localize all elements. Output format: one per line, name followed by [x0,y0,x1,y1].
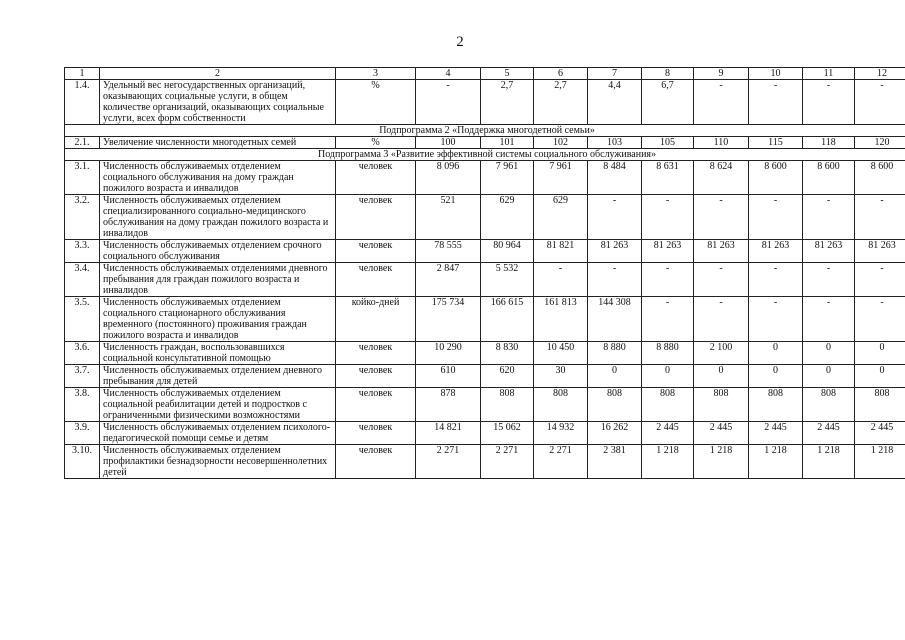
indicator-value: 2 271 [481,445,534,479]
indicator-value: - [855,297,905,342]
indicator-value: 1 218 [855,445,905,479]
row-number: 3.1. [65,161,100,195]
row-number: 3.6. [65,342,100,365]
indicator-value: 103 [588,137,642,149]
indicator-value: 8 600 [803,161,855,195]
table-row [65,422,905,445]
indicator-value: - [855,80,905,125]
column-number-cell: 7 [588,68,642,80]
indicator-value: 81 263 [855,240,905,263]
indicator-value: 0 [855,342,905,365]
indicator-value: - [749,195,803,240]
indicator-value: 14 932 [534,422,588,445]
indicator-value: 81 263 [588,240,642,263]
indicator-value: 808 [481,388,534,422]
indicator-description: Численность обслуживаемых отделением дневного пребывания для детей [100,365,336,388]
indicator-value: 808 [855,388,905,422]
unit-of-measure: человек [336,422,416,445]
column-number-cell: 3 [336,68,416,80]
indicator-value: 10 450 [534,342,588,365]
indicator-value: - [588,263,642,297]
column-number-cell: 11 [803,68,855,80]
subprogram-heading: Подпрограмма 3 «Развитие эффективной системы социального обслуживания» [65,149,905,161]
indicator-value: - [642,263,694,297]
column-number-cell: 6 [534,68,588,80]
indicator-value: 105 [642,137,694,149]
indicator-value: 0 [642,365,694,388]
indicator-value: - [749,297,803,342]
indicator-value: - [803,297,855,342]
indicator-value: - [416,80,481,125]
indicator-description: Численность обслуживаемых отделением социальной реабилитации детей и подростков с ограниченными физическими возможностями [100,388,336,422]
indicator-value: 1 218 [803,445,855,479]
unit-of-measure: человек [336,342,416,365]
indicator-value: - [642,195,694,240]
unit-of-measure: койко-дней [336,297,416,342]
indicator-value: - [694,80,749,125]
page-number: 2 [456,34,464,50]
subprogram-heading: Подпрограмма 2 «Поддержка многодетной семьи» [65,125,905,137]
row-number: 3.5. [65,297,100,342]
unit-of-measure: человек [336,263,416,297]
indicator-value: - [694,195,749,240]
indicator-value: 175 734 [416,297,481,342]
row-number: 3.10. [65,445,100,479]
column-number-cell: 1 [65,68,100,80]
indicator-description: Численность обслуживаемых отделениями дневного пребывания для граждан пожилого возраста и инвалидов [100,263,336,297]
indicator-value: 8 631 [642,161,694,195]
table-row [65,195,905,240]
indicator-value: 102 [534,137,588,149]
indicator-value: - [749,263,803,297]
unit-of-measure: % [336,137,416,149]
indicator-value: - [534,263,588,297]
indicator-description: Численность обслуживаемых отделением психолого-педагогической помощи семье и детям [100,422,336,445]
indicator-value: 15 062 [481,422,534,445]
indicator-value: 2 445 [694,422,749,445]
table-row [65,297,905,342]
indicator-value: 2,7 [481,80,534,125]
indicator-description: Численность обслуживаемых отделением специализированного социально-медицинского обслуживания на дому граждан пожилого возраста и инвалидов [100,195,336,240]
indicator-description: Численность обслуживаемых отделением срочного социального обслуживания [100,240,336,263]
indicator-value: 161 813 [534,297,588,342]
indicator-value: 7 961 [534,161,588,195]
indicator-value: - [694,297,749,342]
table-row [65,263,905,297]
indicator-value: 101 [481,137,534,149]
indicator-description: Численность граждан, воспользовавшихся социальной консультативной помощью [100,342,336,365]
indicator-value: 81 263 [749,240,803,263]
indicator-value: 115 [749,137,803,149]
unit-of-measure: человек [336,365,416,388]
indicator-value: 81 263 [642,240,694,263]
indicator-value: 1 218 [749,445,803,479]
indicator-value: - [803,263,855,297]
indicator-value: 100 [416,137,481,149]
indicator-value: 0 [749,365,803,388]
unit-of-measure: человек [336,240,416,263]
indicator-value: - [855,195,905,240]
indicator-value: 2 271 [534,445,588,479]
column-number-cell: 4 [416,68,481,80]
indicator-value: 81 263 [803,240,855,263]
indicator-value: 144 308 [588,297,642,342]
indicator-value: - [588,195,642,240]
table-row [65,161,905,195]
indicator-value: 2 271 [416,445,481,479]
indicator-description: Численность обслуживаемых отделением профилактики безнадзорности несовершеннолетних детей [100,445,336,479]
indicator-value: 2,7 [534,80,588,125]
subprogram-heading-row [65,149,905,161]
indicator-value: 78 555 [416,240,481,263]
indicator-value: 2 445 [642,422,694,445]
table-row [65,365,905,388]
indicator-value: 8 096 [416,161,481,195]
indicator-value: 0 [803,342,855,365]
indicator-value: 610 [416,365,481,388]
row-number: 3.4. [65,263,100,297]
indicator-value: 2 100 [694,342,749,365]
table-body [65,68,905,479]
indicator-value: 16 262 [588,422,642,445]
table-row [65,388,905,422]
indicator-value: 629 [481,195,534,240]
indicator-value: 2 381 [588,445,642,479]
indicator-value: 0 [803,365,855,388]
indicator-value: 808 [694,388,749,422]
unit-of-measure: человек [336,388,416,422]
indicator-value: 10 290 [416,342,481,365]
table-row [65,445,905,479]
unit-of-measure: человек [336,195,416,240]
indicator-value: 0 [588,365,642,388]
indicator-value: 81 821 [534,240,588,263]
indicator-value: 8 830 [481,342,534,365]
table-row [65,240,905,263]
indicator-value: 0 [694,365,749,388]
indicator-value: 2 847 [416,263,481,297]
indicator-value: 8 624 [694,161,749,195]
indicator-value: 8 880 [642,342,694,365]
indicator-value: 8 880 [588,342,642,365]
table-row [65,342,905,365]
indicator-value: 110 [694,137,749,149]
subprogram-heading-row [65,125,905,137]
indicator-value: 629 [534,195,588,240]
indicator-value: 1 218 [642,445,694,479]
unit-of-measure: % [336,80,416,125]
indicator-value: - [803,80,855,125]
indicator-value: 8 484 [588,161,642,195]
column-number-cell: 5 [481,68,534,80]
indicator-value: 0 [749,342,803,365]
column-number-cell: 2 [100,68,336,80]
indicator-value: 7 961 [481,161,534,195]
indicator-value: 1 218 [694,445,749,479]
indicator-value: 4,4 [588,80,642,125]
indicator-value: 30 [534,365,588,388]
indicator-value: 808 [803,388,855,422]
indicator-description: Увеличение численности многодетных семей [100,137,336,149]
indicator-value: 878 [416,388,481,422]
indicator-value: 118 [803,137,855,149]
column-number-row [65,68,905,80]
column-number-cell: 12 [855,68,905,80]
indicator-value: 2 445 [803,422,855,445]
indicator-value: 6,7 [642,80,694,125]
indicator-value: 81 263 [694,240,749,263]
column-number-cell: 8 [642,68,694,80]
indicator-value: 620 [481,365,534,388]
indicator-value: 808 [534,388,588,422]
column-number-cell: 9 [694,68,749,80]
indicator-value: 808 [588,388,642,422]
indicator-value: 166 615 [481,297,534,342]
column-number-cell: 10 [749,68,803,80]
indicator-value: 521 [416,195,481,240]
indicator-description: Численность обслуживаемых отделением социального стационарного обслуживания временного (постоянного) проживания граждан пожилого возраста и инвалидов [100,297,336,342]
unit-of-measure: человек [336,445,416,479]
indicator-value: - [642,297,694,342]
row-number: 3.7. [65,365,100,388]
row-number: 3.3. [65,240,100,263]
indicator-value: 2 445 [749,422,803,445]
table-row [65,137,905,149]
indicator-value: - [803,195,855,240]
indicator-value: - [694,263,749,297]
indicator-value: - [855,263,905,297]
indicator-value: 808 [642,388,694,422]
indicators-table [64,67,905,479]
indicator-value: 14 821 [416,422,481,445]
indicator-description: Удельный вес негосударственных организаций, оказывающих социальные услуги, в общем количестве организаций, оказывающих социальные услуги, всех форм собственности [100,80,336,125]
indicator-value: 80 964 [481,240,534,263]
indicator-description: Численность обслуживаемых отделением социального обслуживания на дому граждан пожилого возраста и инвалидов [100,161,336,195]
row-number: 3.9. [65,422,100,445]
indicator-value: 2 445 [855,422,905,445]
table-row [65,80,905,125]
indicator-value: 8 600 [855,161,905,195]
indicator-value: 0 [855,365,905,388]
row-number: 2.1. [65,137,100,149]
row-number: 3.2. [65,195,100,240]
indicator-value: 120 [855,137,905,149]
indicator-value: 5 532 [481,263,534,297]
unit-of-measure: человек [336,161,416,195]
indicator-value: 8 600 [749,161,803,195]
indicator-value: 808 [749,388,803,422]
row-number: 1.4. [65,80,100,125]
row-number: 3.8. [65,388,100,422]
indicator-value: - [749,80,803,125]
